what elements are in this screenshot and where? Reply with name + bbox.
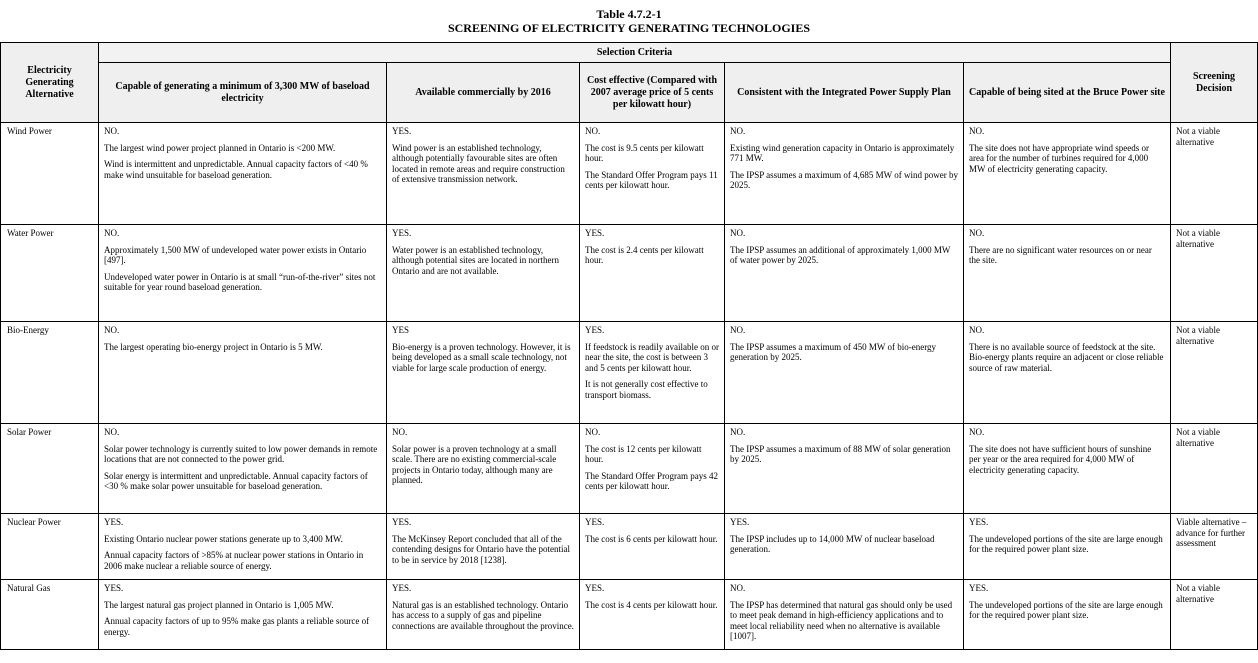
row-alternative-name: Bio-Energy	[1, 322, 99, 424]
criterion-cell	[99, 225, 387, 322]
criterion-cell	[725, 322, 964, 424]
criterion-note: The IPSP assumes a maximum of 88 MW of solar generation by 2025.	[730, 443, 951, 464]
screening-decision-cell: Not a viable alternative	[1171, 580, 1258, 650]
criterion-cell	[964, 514, 1171, 580]
criterion-cell	[99, 322, 387, 424]
criterion-cell	[964, 580, 1171, 650]
table-row	[1, 514, 1258, 580]
criterion-cell	[387, 514, 580, 580]
screening-decision-cell: Not a viable alternative	[1171, 424, 1258, 514]
criterion-cell	[580, 580, 725, 650]
criterion-note: Approximately 1,500 MW of undeveloped water power exists in Ontario [497].	[104, 244, 367, 265]
table-row	[1, 322, 1258, 424]
criterion-verdict: NO.	[730, 427, 746, 437]
criterion-note: Existing wind generation capacity in Ontario is approximately 771 MW.	[730, 142, 955, 163]
criterion-cell	[725, 225, 964, 322]
header-criterion-cost: Cost effective (Compared with 2007 average price of 5 cents per kilowatt hour)	[580, 63, 725, 123]
criterion-verdict: YES.	[585, 517, 605, 527]
header-alternative: Electricity Generating Alternative	[1, 43, 99, 123]
criterion-cell	[99, 514, 387, 580]
criterion-verdict: YES.	[730, 517, 750, 527]
criterion-cell	[580, 225, 725, 322]
table-row	[1, 225, 1258, 322]
criterion-verdict: NO.	[969, 325, 985, 335]
criterion-note: It is not generally cost effective to transport biomass.	[585, 379, 708, 400]
screening-decision-cell: Not a viable alternative	[1171, 123, 1258, 225]
criterion-verdict: NO.	[104, 427, 120, 437]
criterion-verdict: YES.	[392, 583, 412, 593]
criterion-note: The IPSP assumes a maximum of 450 MW of bio-energy generation by 2025.	[730, 341, 937, 362]
criterion-note: Natural gas is an established technology. Ontario has access to a supply of gas and pipeline connections are available throughout the province.	[392, 599, 574, 631]
criterion-cell	[964, 322, 1171, 424]
criterion-note: There is no available source of feedstock at the site. Bio-energy plants require an adjacent or close reliable source of raw material.	[969, 341, 1164, 373]
criterion-note: The undeveloped portions of the site are large enough for the required power plant size.	[969, 533, 1163, 554]
screening-decision-cell: Viable alternative – advance for further assessment	[1171, 514, 1258, 580]
criterion-cell	[580, 322, 725, 424]
criterion-verdict: YES.	[969, 517, 989, 527]
criterion-verdict: NO.	[104, 126, 120, 136]
row-alternative-name: Water Power	[1, 225, 99, 322]
criterion-note: The cost is 9.5 cents per kilowatt hour.	[585, 142, 704, 163]
row-alternative-name: Nuclear Power	[1, 514, 99, 580]
criterion-cell	[99, 123, 387, 225]
header-criterion-capacity: Capable of generating a minimum of 3,300 MW of baseload electricity	[99, 63, 387, 123]
criterion-cell	[99, 424, 387, 514]
screening-decision-cell: Not a viable alternative	[1171, 322, 1258, 424]
criterion-note: The McKinsey Report concluded that all of the contending designs for Ontario have the potential to be in service by 2018 [1238].	[392, 533, 570, 565]
header-criterion-availability: Available commercially by 2016	[387, 63, 580, 123]
criterion-verdict: YES.	[392, 517, 412, 527]
criterion-note: If feedstock is readily available on or near the site, the cost is between 3 and 5 cents per kilowatt hour.	[585, 341, 719, 373]
criterion-verdict: YES.	[392, 228, 412, 238]
criterion-note: The IPSP has determined that natural gas should only be used to meet peak demand in high-efficiency applications and to meet local reliability need when no alternative is available [1007].	[730, 599, 953, 641]
criterion-verdict: YES.	[585, 228, 605, 238]
criterion-cell	[725, 514, 964, 580]
criterion-cell	[387, 322, 580, 424]
screening-decision-cell: Not a viable alternative	[1171, 225, 1258, 322]
criterion-verdict: NO.	[730, 325, 746, 335]
criterion-cell	[387, 424, 580, 514]
criterion-verdict: NO.	[969, 427, 985, 437]
criterion-note: The cost is 12 cents per kilowatt hour.	[585, 443, 702, 464]
criterion-note: Wind power is an established technology, although potentially favourable sites are often located in remote areas and require construction of extensive transmission network.	[392, 142, 565, 184]
criterion-note: The IPSP includes up to 14,000 MW of nuclear baseload generation.	[730, 533, 935, 554]
criterion-note: The cost is 6 cents per kilowatt hour.	[585, 533, 718, 544]
row-alternative-name: Wind Power	[1, 123, 99, 225]
criterion-note: The undeveloped portions of the site are large enough for the required power plant size.	[969, 599, 1163, 620]
criterion-note: Annual capacity factors of up to 95% make gas plants a reliable source of energy.	[104, 616, 370, 637]
criterion-verdict: YES.	[969, 583, 989, 593]
header-criterion-siting: Capable of being sited at the Bruce Power site	[964, 63, 1171, 123]
criterion-note: Wind is intermittent and unpredictable. Annual capacity factors of <40 % make wind unsuitable for baseload generation.	[104, 159, 368, 180]
criterion-verdict: YES.	[104, 583, 124, 593]
criterion-note: Solar energy is intermittent and unpredictable. Annual capacity factors of <30 % make solar power unsuitable for baseload generation.	[104, 470, 368, 491]
criterion-verdict: NO.	[730, 583, 746, 593]
criterion-verdict: NO.	[969, 126, 985, 136]
criterion-note: Water power is an established technology, although potential sites are located in northern Ontario and are not available.	[392, 244, 559, 276]
criterion-note: The cost is 4 cents per kilowatt hour.	[585, 599, 718, 610]
table-row	[1, 424, 1258, 514]
criterion-verdict: YES.	[585, 325, 605, 335]
criterion-cell	[725, 424, 964, 514]
header-criterion-ipsp: Consistent with the Integrated Power Supply Plan	[725, 63, 964, 123]
header-screening-decision: Screening Decision	[1171, 43, 1258, 123]
criterion-verdict: NO.	[585, 126, 601, 136]
criterion-note: The IPSP assumes an additional of approximately 1,000 MW of water power by 2025.	[730, 244, 951, 265]
criterion-note: The IPSP assumes a maximum of 4,685 MW of wind power by 2025.	[730, 169, 958, 190]
table-number: Table 4.7.2-1	[596, 7, 662, 21]
criterion-verdict: NO.	[585, 427, 601, 437]
criterion-cell	[964, 123, 1171, 225]
criterion-note: Solar power technology is currently suited to low power demands in remote locations that are not connected to the power grid.	[104, 443, 378, 464]
criterion-note: The largest natural gas project planned in Ontario is 1,005 MW.	[104, 599, 334, 610]
criterion-verdict: NO.	[730, 126, 746, 136]
criterion-cell	[964, 225, 1171, 322]
criterion-cell	[387, 225, 580, 322]
header-selection-criteria: Selection Criteria	[99, 43, 1171, 63]
criterion-note: The largest wind power project planned in Ontario is <200 MW.	[104, 142, 336, 153]
criterion-verdict: YES.	[585, 583, 605, 593]
criterion-verdict: NO.	[392, 427, 408, 437]
table-caption: SCREENING OF ELECTRICITY GENERATING TECHNOLOGIES	[447, 21, 811, 35]
criterion-note: The site does not have appropriate wind speeds or area for the number of turbines required for 4,000 MW of electricity generating capacity.	[969, 142, 1149, 174]
criterion-verdict: NO.	[104, 325, 120, 335]
criterion-note: There are no significant water resources on or near the site.	[969, 244, 1152, 265]
criterion-note: The Standard Offer Program pays 11 cents per kilowatt hour.	[585, 169, 718, 190]
criterion-verdict: YES	[392, 325, 410, 335]
criterion-note: Solar power is a proven technology at a small scale. There are no existing commercial-scale projects in Ontario today, although many are planned.	[392, 443, 557, 485]
criterion-cell	[387, 123, 580, 225]
row-alternative-name: Natural Gas	[1, 580, 99, 650]
table-row	[1, 123, 1258, 225]
criterion-verdict: NO.	[969, 228, 985, 238]
row-alternative-name: Solar Power	[1, 424, 99, 514]
criterion-note: Existing Ontario nuclear power stations generate up to 3,400 MW.	[104, 533, 343, 544]
table-title	[0, 7, 1258, 35]
criterion-note: Bio-energy is a proven technology. However, it is being developed as a small scale technology, not viable for large scale production of energy.	[392, 341, 571, 373]
criterion-note: Undeveloped water power in Ontario is at small “run-of-the-river” sites not suitable for year round baseload generation.	[104, 271, 376, 292]
table-body	[1, 123, 1258, 650]
criterion-note: The cost is 2.4 cents per kilowatt hour.	[585, 244, 704, 265]
criterion-note: The largest operating bio-energy project in Ontario is 5 MW.	[104, 341, 323, 352]
criterion-note: The site does not have sufficient hours of sunshine per year or the area required for 4,000 MW of electricity generating capacity.	[969, 443, 1152, 475]
criterion-cell	[725, 123, 964, 225]
criterion-cell	[580, 123, 725, 225]
criterion-cell	[99, 580, 387, 650]
screening-table	[0, 42, 1258, 650]
criterion-note: Annual capacity factors of >85% at nuclear power stations in Ontario in 2006 make nuclear a reliable source of energy.	[104, 550, 364, 571]
criterion-note: The Standard Offer Program pays 42 cents per kilowatt hour.	[585, 470, 719, 491]
criterion-verdict: NO.	[730, 228, 746, 238]
criterion-verdict: NO.	[104, 228, 120, 238]
criterion-verdict: YES.	[392, 126, 412, 136]
criterion-cell	[387, 580, 580, 650]
table-row	[1, 580, 1258, 650]
criterion-cell	[725, 580, 964, 650]
criterion-verdict: YES.	[104, 517, 124, 527]
criterion-cell	[580, 514, 725, 580]
criterion-cell	[580, 424, 725, 514]
criterion-cell	[964, 424, 1171, 514]
